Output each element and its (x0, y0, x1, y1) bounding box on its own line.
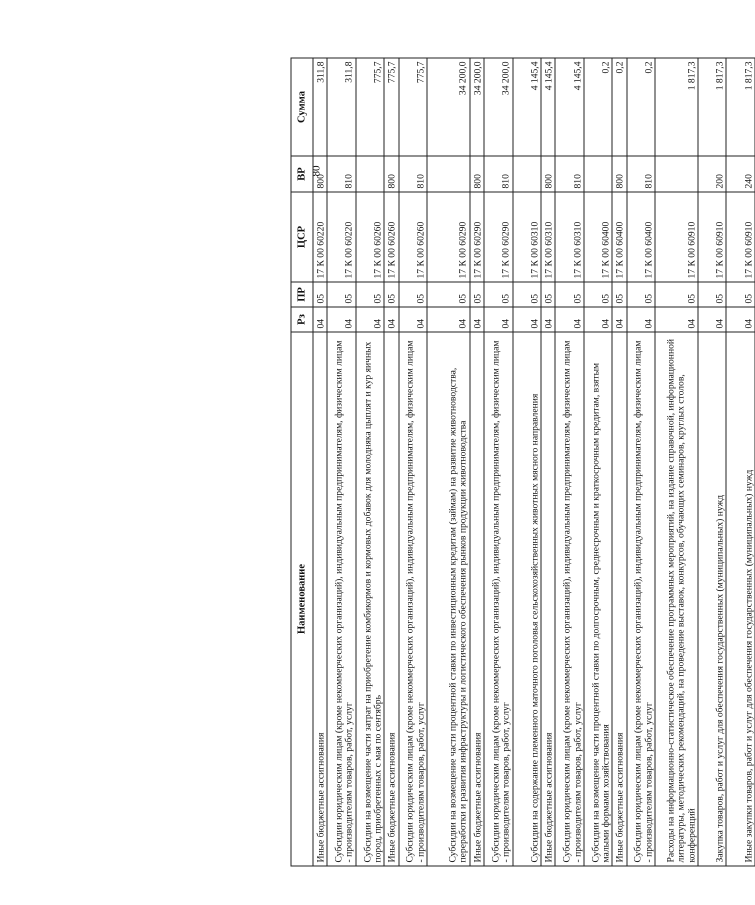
cell-vr: 800 (541, 156, 555, 192)
cell-name: Субсидии юридическим лицам (кроме некоммерческих организаций), индивидуальным предпринимателям, физическим лицам - производителям товаров, работ, услуг (484, 332, 513, 866)
header-name: Наименование (291, 332, 313, 866)
cell-sum: 0,2 (626, 58, 655, 156)
cell-vr: 810 (626, 156, 655, 192)
cell-rz: 04 (555, 307, 584, 332)
cell-rz: 04 (384, 307, 398, 332)
cell-rz: 04 (313, 307, 327, 332)
table-row (541, 58, 555, 866)
cell-sum: 1 817,3 (726, 58, 755, 156)
cell-pr: 05 (512, 282, 541, 307)
cell-name: Иные бюджетные ассигнования (541, 332, 555, 866)
cell-csr: 17 К 00 60260 (398, 192, 427, 282)
cell-vr: 200 (697, 156, 726, 192)
cell-csr: 17 К 00 60910 (655, 192, 698, 282)
cell-vr (655, 156, 698, 192)
cell-vr: 240 (726, 156, 755, 192)
cell-csr: 17 К 00 60220 (327, 192, 356, 282)
cell-name: Иные бюджетные ассигнования (313, 332, 327, 866)
rotated-table-container (290, 58, 755, 866)
cell-sum: 0,2 (612, 58, 626, 156)
cell-rz: 04 (327, 307, 356, 332)
cell-vr (427, 156, 470, 192)
cell-sum: 1 817,3 (655, 58, 698, 156)
cell-csr: 17 К 00 60910 (726, 192, 755, 282)
cell-rz: 04 (398, 307, 427, 332)
cell-csr: 17 К 00 60910 (697, 192, 726, 282)
table-row (583, 58, 612, 866)
cell-sum: 311,8 (327, 58, 356, 156)
table-row (427, 58, 470, 866)
cell-name: Иные закупки товаров, работ и услуг для обеспечения государственных (муниципальных) нужд (726, 332, 755, 866)
cell-pr: 05 (327, 282, 356, 307)
cell-rz: 04 (541, 307, 555, 332)
cell-csr: 17 К 00 60260 (384, 192, 398, 282)
cell-rz: 04 (612, 307, 626, 332)
table-row (484, 58, 513, 866)
cell-pr: 05 (612, 282, 626, 307)
cell-rz: 04 (655, 307, 698, 332)
cell-vr (583, 156, 612, 192)
cell-name: Субсидии юридическим лицам (кроме некоммерческих организаций), индивидуальным предпринимателям, физическим лицам - производителям товаров, работ, услуг (555, 332, 584, 866)
table-row (726, 58, 755, 866)
cell-csr: 17 К 00 60310 (541, 192, 555, 282)
cell-sum: 775,7 (384, 58, 398, 156)
cell-name: Иные бюджетные ассигнования (384, 332, 398, 866)
cell-sum: 775,7 (398, 58, 427, 156)
header-row (291, 58, 313, 866)
cell-pr: 05 (655, 282, 698, 307)
cell-sum: 4 145,4 (512, 58, 541, 156)
cell-name: Расходы на информационно-статистическое обеспечение программных мероприятий, на издание справочной, информационной литературы, методических рекомендаций, на проведение выставок, конкурсов, обучающих семинаров, круглых столов, конференций (655, 332, 698, 866)
cell-name: Субсидии на возмещение части процентной ставки по инвестиционным кредитам (займам) на развитие животноводства, переработки и развития инфраструктуры и логистического обеспечения рынков продукции животноводства (427, 332, 470, 866)
cell-csr: 17 К 00 60310 (555, 192, 584, 282)
cell-rz: 04 (697, 307, 726, 332)
cell-name: Иные бюджетные ассигнования (469, 332, 483, 866)
table-row (327, 58, 356, 866)
cell-vr: 800 (469, 156, 483, 192)
cell-pr: 05 (626, 282, 655, 307)
table-row (655, 58, 698, 866)
cell-name: Закупка товаров, работ и услуг для обеспечения государственных (муниципальных) нужд (697, 332, 726, 866)
cell-rz: 04 (355, 307, 384, 332)
table-row (555, 58, 584, 866)
cell-rz: 04 (512, 307, 541, 332)
cell-sum: 311,8 (313, 58, 327, 156)
cell-vr: 800 (612, 156, 626, 192)
cell-vr: 810 (327, 156, 356, 192)
cell-vr (355, 156, 384, 192)
cell-csr: 17 К 00 60290 (469, 192, 483, 282)
table-row (512, 58, 541, 866)
cell-name: Субсидии юридическим лицам (кроме некоммерческих организаций), индивидуальным предпринимателям, физическим лицам - производителям товаров, работ, услуг (398, 332, 427, 866)
cell-pr: 05 (384, 282, 398, 307)
cell-pr: 05 (427, 282, 470, 307)
cell-rz: 04 (427, 307, 470, 332)
cell-pr: 05 (541, 282, 555, 307)
cell-csr: 17 К 00 60400 (626, 192, 655, 282)
cell-pr: 05 (583, 282, 612, 307)
cell-pr: 05 (697, 282, 726, 307)
cell-rz: 04 (583, 307, 612, 332)
cell-vr: 810 (398, 156, 427, 192)
cell-name: Субсидии на возмещение части затрат на приобретение комбикормов и кормовых добавок для молодняка цыплят и кур яичных пород, приобретенных с мая по сентябрь (355, 332, 384, 866)
cell-csr: 17 К 00 60310 (512, 192, 541, 282)
budget-table (290, 57, 755, 866)
cell-sum: 34 200,0 (469, 58, 483, 156)
cell-vr (512, 156, 541, 192)
header-rz: Рз (291, 307, 313, 332)
cell-sum: 0,2 (583, 58, 612, 156)
cell-csr: 17 К 00 60290 (484, 192, 513, 282)
header-csr: ЦСР (291, 192, 313, 282)
cell-rz: 04 (484, 307, 513, 332)
cell-name: Субсидии на возмещение части процентной ставки по долгосрочным, среднесрочным и краткосрочным кредитам, взятым малыми формами хозяйствования (583, 332, 612, 866)
table-row (313, 58, 327, 866)
cell-pr: 05 (726, 282, 755, 307)
cell-vr: 810 (555, 156, 584, 192)
cell-vr: 800 (384, 156, 398, 192)
cell-name: Иные бюджетные ассигнования (612, 332, 626, 866)
cell-csr: 17 К 00 60400 (612, 192, 626, 282)
cell-pr: 05 (555, 282, 584, 307)
cell-sum: 1 817,3 (697, 58, 726, 156)
cell-rz: 04 (469, 307, 483, 332)
cell-pr: 05 (398, 282, 427, 307)
cell-csr: 17 К 00 60400 (583, 192, 612, 282)
cell-sum: 34 200,0 (484, 58, 513, 156)
cell-pr: 05 (313, 282, 327, 307)
table-row (355, 58, 384, 866)
table-row (697, 58, 726, 866)
cell-vr: 800 (313, 156, 327, 192)
cell-pr: 05 (469, 282, 483, 307)
header-pr: ПР (291, 282, 313, 307)
header-vr: ВР (291, 156, 313, 192)
cell-vr: 810 (484, 156, 513, 192)
cell-csr: 17 К 00 60260 (355, 192, 384, 282)
cell-rz: 04 (726, 307, 755, 332)
table-row (398, 58, 427, 866)
cell-sum: 4 145,4 (555, 58, 584, 156)
table-row (612, 58, 626, 866)
table-row (626, 58, 655, 866)
cell-csr: 17 К 00 60290 (427, 192, 470, 282)
cell-name: Субсидии на содержание племенного маточного поголовья сельскохозяйственных животных мясного направления (512, 332, 541, 866)
cell-sum: 4 145,4 (541, 58, 555, 156)
cell-csr: 17 К 00 60220 (313, 192, 327, 282)
table-row (469, 58, 483, 866)
cell-name: Субсидии юридическим лицам (кроме некоммерческих организаций), индивидуальным предпринимателям, физическим лицам - производителям товаров, работ, услуг (626, 332, 655, 866)
cell-name: Субсидии юридическим лицам (кроме некоммерческих организаций), индивидуальным предпринимателям, физическим лицам - производителям товаров, работ, услуг (327, 332, 356, 866)
header-sum: Сумма (291, 58, 313, 156)
cell-pr: 05 (355, 282, 384, 307)
cell-pr: 05 (484, 282, 513, 307)
cell-sum: 775,7 (355, 58, 384, 156)
table-row (384, 58, 398, 866)
cell-sum: 34 200,0 (427, 58, 470, 156)
page-number: 80 (310, 165, 323, 177)
cell-rz: 04 (626, 307, 655, 332)
